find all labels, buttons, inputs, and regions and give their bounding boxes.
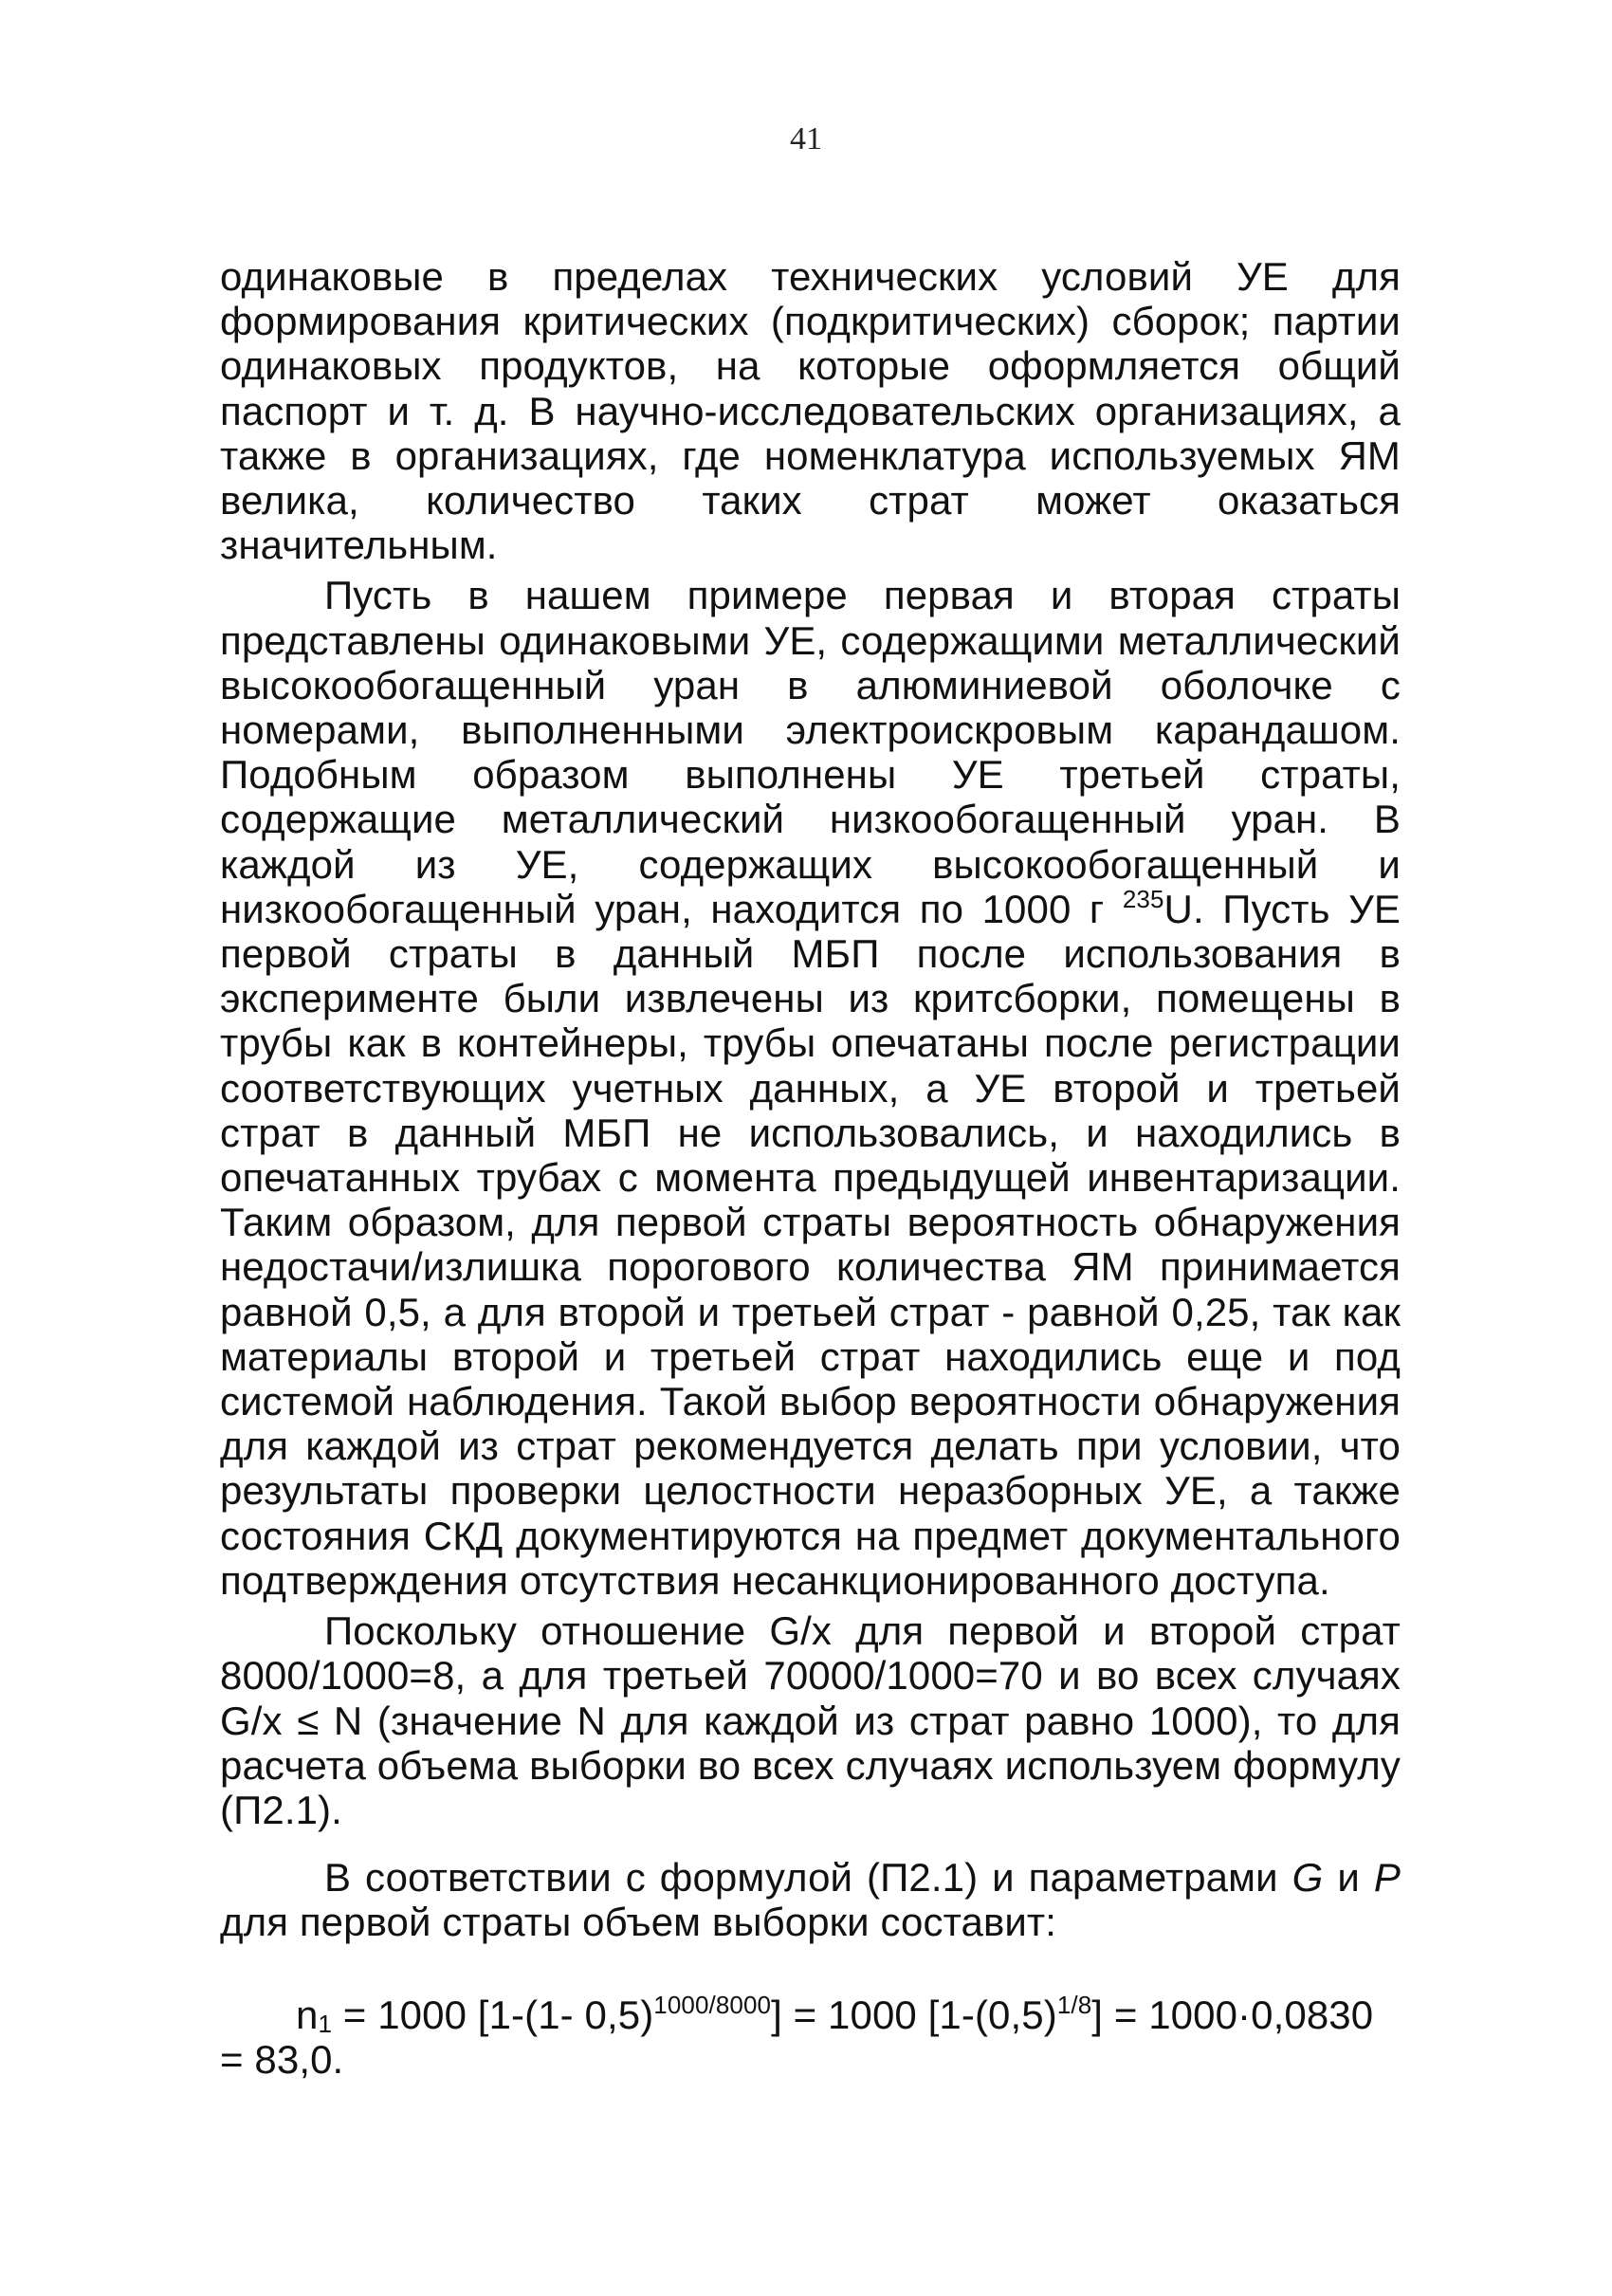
formula-exponent-1: 1000/8000	[653, 1990, 772, 2019]
formula-intro-conj: и	[1323, 1855, 1374, 1901]
paragraph-example	[220, 573, 1401, 1603]
paragraph-example-text-b: . Пусть УЕ первой страты в данный МБП после использования в эксперименте были извлечены из критсборки, помещены в трубы как в контейнеры, трубы опечатаны после регистрации соответствующих учетных данных, а УЕ второй и третьей страт в данный МБП не использовались, и находились в опечатанных трубах с момента предыдущей инвентаризации. Таким образом, для первой страты вероятность обнаружения недостачи/излишка порогового количества ЯМ принимается равной 0,5, а для второй и третьей страт - равной 0,25, так как материалы второй и третьей страт находились еще и под системой наблюдения. Такой выбор вероятности обнаружения для каждой из страт рекомендуется делать при условии, что результаты проверки целостности неразборных УЕ, а также состояния СКД документируются на предмет документального подтверждения отсутствия несанкционированного доступа.	[220, 886, 1401, 1603]
paragraph-continuation: одинаковые в пределах технических условий УЕ для формирования критических (подкритических) сборок; партии одинаковых продуктов, на которые оформляется общий паспорт и т. д. В научно-исследовательских организациях, а также в организациях, где номенклатура используемых ЯМ велика, количество таких страт может оказаться значительным.	[220, 254, 1401, 568]
formula-part-3: ] = 1000·0,0830 = 83,0.	[220, 1992, 1374, 2082]
formula-exponent-2: 1/8	[1056, 1990, 1092, 2019]
formula-part-1: = 1000 [1-(1- 0,5)	[332, 1992, 654, 2037]
formula-intro-text-a: В соответствии с формулой (П2.1) и параметрами	[324, 1855, 1292, 1901]
formula-intro-text-b: для первой страты объем выборки составит:	[220, 1900, 1057, 1945]
paragraph-formula-intro	[220, 1855, 1401, 1944]
document-body	[220, 254, 1401, 2082]
sample-size-formula	[220, 1990, 1401, 2082]
isotope-mass-number: 235	[1122, 884, 1164, 913]
formula-n-subscript: 1	[318, 2009, 333, 2038]
param-g: G	[1291, 1855, 1324, 1901]
isotope-symbol: U	[1163, 886, 1193, 931]
paragraph-example-text-a: Пусть в нашем примере первая и вторая страты представлены одинаковыми УЕ, содержащими металлический высокообогащенный уран в алюминиевой оболочке с номерами, выполненными электроискровым карандашом. Подобным образом выполнены УЕ третьей страты, содержащие металлический низкообогащенный уран. В каждой из УЕ, содержащих высокообогащенный и низкообогащенный уран, находится по 1000 г	[220, 573, 1401, 931]
formula-n: n	[296, 1992, 319, 2037]
param-p: P	[1373, 1855, 1401, 1901]
page-number: 41	[790, 121, 822, 156]
formula-part-2: ] = 1000 [1-(0,5)	[771, 1992, 1057, 2037]
paragraph-ratio: Поскольку отношение G/x для первой и второй страт 8000/1000=8, а для третьей 70000/1000=70 и во всех случаях G/x ≤ N (значение N для каждой из страт равно 1000), то для расчета объема выборки во всех случаях используем формулу (П2.1).	[220, 1608, 1401, 1832]
